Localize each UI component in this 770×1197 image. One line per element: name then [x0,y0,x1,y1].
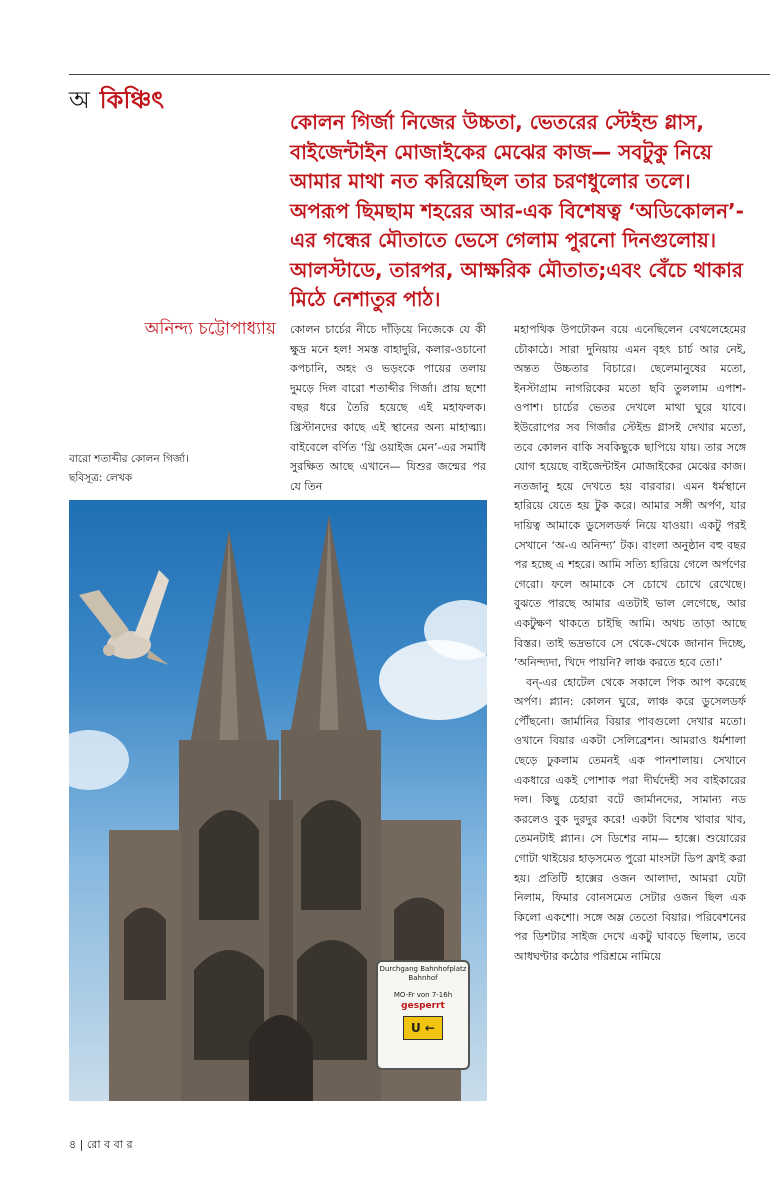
sign-closed: gesperrt [401,1001,445,1011]
article-paragraph: মহাপথিক উপঢৌকন বয়ে এনেছিলেন বেথলেহেমের চৌকাঠে। সারা দুনিয়ায় এমন বৃহৎ চার্চ আর নেই, অন্তত উচ্চতার বিচারে। ছেলেমানুষের মতো, ইনস্টাগ্রাম নাগরিকের মতো ছবি তুললাম এপাশ-ওপাশ। চার্চের ভেতর দেখলে মাথা ঘুরে যাবে। ইউরোপের সব গির্জার স্টেইন্ড গ্লাসই দেখার মতো, তবে কোলন বাকি সবকিছুকে ছাপিয়ে যায়। তার সঙ্গে যোগ হয়েছে বাইজেন্টাইন মোজাইকের মেঝের কাজ। নতজানু হয়ে দেখতে হয় বারবার। এমন ধর্মস্থানে হারিয়ে যেতে হয় টুক করে। আমার সঙ্গী অর্পণ, যার দায়িত্ব আমাকে ডুসেলডর্ফ নিয়ে যাওয়া। একটু পরই সেখানে ‘অ-এ অনিন্দ্য’ টক। বাংলা অনুষ্ঠান বহু বছর পর হচ্ছে এ শহরে। আমি সত্যি হারিয়ে গেলে অর্পণের গেরো। ফলে আমাকে সে চোখে চোখে রেখেছে। বুঝতে পারছে আমার এতটাই ভাল লেগেছে, আর একটুক্ষণ থাকতে চাইছি আমি। অথচ তাড়া আছে বিস্তর। তাই ভদ্রভাবে সে থেকে-থেকে জানান দিচ্ছে, ‘অনিন্দ্যদা, খিদে পায়নি? লাঞ্চ করতে হবে তো।’ [514,323,746,670]
pullquote-text: কোলন গির্জা নিজের উচ্চতা, ভেতরের স্টেইন্ড গ্লাস, বাইজেন্টাইন মোজাইকের মেঝের কাজ— সবটুকু নিয়ে আমার মাথা নত করিয়েছিল তার চরণধুলোর তলে। অপরূপ ছিমছাম শহরের আর-এক বিশেষত্ব ‘অডিকোলন’-এর গন্ধের মৌতাতে ভেসে গেলাম পুরনো দিনগুলোয়। আলস্টাডে, তারপর, আক্ষরিক মৌতাত;এবং বেঁচে থাকার মিঠে নেশাতুর পাঠ। [290,110,744,311]
pullquote [290,108,755,315]
sign-hours: MO-Fr von 7-16h [393,991,453,999]
section-prefix: অ [69,86,90,114]
caption-credit: ছবিসূত্র: লেখক [69,472,133,484]
page-footer: ৪ | রো ব বা র [69,1138,133,1151]
photo-caption [69,450,269,488]
arrow-left-icon: U ← [403,1016,443,1040]
caption-line: বারো শতাব্দীর কোলন গির্জা। [69,453,190,465]
article-column-2 [514,320,746,967]
top-rule [69,74,770,75]
section-title: কিঞ্চিৎ [99,86,165,114]
article-column-1 [290,320,486,496]
section-heading [69,85,164,115]
street-sign [376,960,470,1070]
article-paragraph: কোলন চার্চের নীচে দাঁড়িয়ে নিজেকে যে কী ক্ষুদ্র মনে হল! সমস্ত বাহাদুরি, কলার-ওচানো কপচানি, অহং ও ভড়ংকে পায়ের তলায় দুমড়ে দিল বারো শতাব্দীর গির্জা। প্রায় ছশো বছর ধরে তৈরি হয়েছে এই মহাফলক। খ্রিস্টানদের কাছে এই স্থানের অন্য মাহাত্ম্য। বাইবেলে বর্ণিত ‘থ্রি ওয়াইজ মেন’-এর সমাধি সুরক্ষিত আছে এখানে— যিশুর জন্মের পর যে তিন [290,323,486,493]
author-byline: অনিন্দ্য চট্টোপাধ্যায় [144,319,276,339]
article-paragraph: বন্‌-এর হোটেল থেকে সকালে পিক আপ করেছে অর্পণ। প্ল্যান: কোলন ঘুরে, লাঞ্চ করে ডুসেলডর্ফ পৌঁছনো। জার্মানির বিয়ার পাবগুলো দেখার মতো। ওখানে বিয়ার একটা সেলিব্রেশন। আমরাও ধর্মশালা ছেড়ে ঢুকলাম তেমনই এক পানশালায়। সেখানে একধারে একই পোশাক পরা দীর্ঘদেহী সব বাইকারের দল। কিছু চেহারা বটে জার্মানদের, সামান্য নড করলেও বুক দুরদুর করে! একটা বিশেষ খাবার খাব, তেমনটাই প্ল্যান। সে ডিশের নাম— হাক্সে। শুয়োরের গোটা থাইয়ের হাড়সমেত পুরো মাংসটা ডিপ ফ্রাই করা হয়। প্রতিটি হাক্সের ওজন আলাদা, আমরা যেটা নিলাম, ফিমার বোনসমেত সেটার ওজন ছিল এক কিলো একশো। সঙ্গে অম্ল তেতো বিয়ার। পরিবেশনের পর ডিশটার সাইজ দেখে একটু ঘাবড়ে ছিলাম, তবে আধঘণ্টার কঠোর পরিশ্রমে নামিয়ে [514,675,746,963]
sign-text: Durchgang Bahnhofplatz Bahnhof [379,965,467,982]
